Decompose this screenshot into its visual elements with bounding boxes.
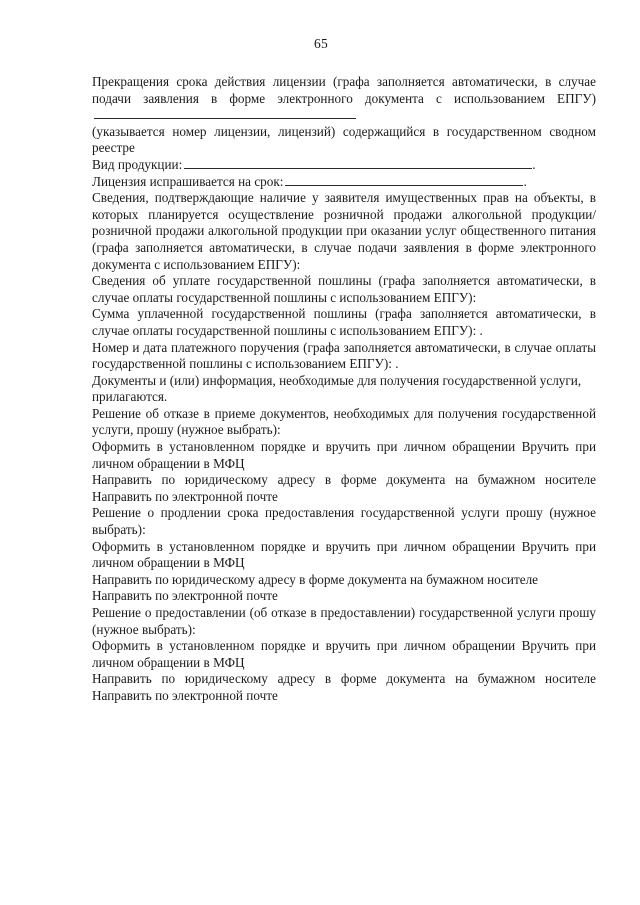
paragraph-service-option-mail [92, 671, 596, 704]
paragraph-attached [92, 389, 596, 406]
paragraph-extension-option-paper [92, 572, 596, 589]
paragraph-license-number-note [92, 124, 596, 157]
paragraph-text: Направить по юридическому адресу в форме документа на бумажном носителе [92, 571, 539, 587]
paragraph-text: Направить по электронной почте [92, 588, 278, 604]
document-body [92, 74, 596, 705]
paragraph-extension-option-email [92, 588, 596, 605]
paragraph-text: прилагаются. [92, 389, 168, 405]
paragraph-text: Решение об отказе в приеме документов, необходимых для получения государственной услуги, прошу (нужное выбрать): [92, 405, 596, 438]
paragraph-text: (указывается номер лицензии, лицензий) содержащийся в государственном сводном реестре [92, 123, 596, 156]
paragraph-service-option-personal [92, 638, 596, 671]
paragraph-text: Оформить в установленном порядке и вручить при личном обращении Вручить при личном обращении в МФЦ [92, 439, 596, 471]
paragraph-termination-license [92, 74, 596, 124]
paragraph-refusal-option-mail [92, 472, 596, 505]
paragraph-service-decision-request [92, 605, 596, 638]
paragraph-extension-option-personal [92, 539, 596, 572]
paragraph-text: Сведения об уплате государственной пошлины (графа заполняется автоматически, в случае оплаты государственной пошлины с использованием ЕПГУ): [92, 273, 596, 305]
paragraph-duty-payment-info [92, 273, 596, 306]
paragraph-text: Оформить в установленном порядке и вручить при личном обращении Вручить при личном обращении в МФЦ [92, 538, 596, 571]
paragraph-duty-amount [92, 306, 596, 339]
fill-in-rule[interactable] [94, 107, 356, 119]
fill-in-rule[interactable] [285, 174, 523, 186]
paragraph-text: Решение о продлении срока предоставления государственной услуги прошу (нужное выбрать): [92, 505, 596, 538]
fill-in-rule[interactable] [184, 157, 532, 169]
paragraph-property-rights-info [92, 190, 596, 273]
paragraph-text: Номер и дата платежного поручения (графа заполняется автоматически, в случае оплаты государственной пошлины с использованием ЕПГУ): . [92, 339, 596, 372]
paragraph-text: Решение о предоставлении (об отказе в предоставлении) государственной услуги прошу (нужное выбрать): [92, 605, 596, 637]
paragraph-text: Сумма уплаченной государственной пошлины (графа заполняется автоматически, в случае оплаты государственной пошлины с использованием ЕПГУ): . [92, 306, 596, 338]
paragraph-text: Направить по юридическому адресу в форме документа на бумажном носителе Направить по электронной почте [92, 671, 596, 703]
paragraph-text: Сведения, подтверждающие наличие у заявителя имущественных прав на объекты, в которых планируется осуществление розничной продажи алкогольной продукции/розничной продажи алкогольной продукции при оказании услуг общественного питания (графа заполняется автоматически, в случае подачи заявления в форме электронного документа с использованием ЕПГУ): [92, 190, 596, 272]
page-number: 65 [314, 36, 328, 51]
paragraph-text: Вид продукции: [92, 156, 183, 172]
paragraph-documents-attached [92, 373, 596, 390]
rule-suffix: . [523, 173, 527, 189]
paragraph-payment-order [92, 340, 596, 373]
paragraph-text: Направить по юридическому адресу в форме документа на бумажном носителе Направить по электронной почте [92, 472, 596, 504]
rule-suffix: . [532, 156, 536, 172]
paragraph-refusal-decision-request [92, 406, 596, 439]
paragraph-text: Оформить в установленном порядке и вручить при личном обращении Вручить при личном обращении в МФЦ [92, 638, 596, 670]
paragraph-text: Прекращения срока действия лицензии (графа заполняется автоматически, в случае подачи заявления в форме электронного документа с использованием ЕПГУ) [92, 74, 596, 106]
paragraph-refusal-option-personal [92, 439, 596, 472]
paragraph-product-type [92, 157, 596, 174]
paragraph-text: Документы и (или) информация, необходимые для получения государственной услуги, [92, 372, 582, 388]
paragraph-license-term [92, 174, 596, 191]
paragraph-extension-decision-request [92, 505, 596, 538]
paragraph-text: Лицензия испрашивается на срок: [92, 173, 284, 189]
